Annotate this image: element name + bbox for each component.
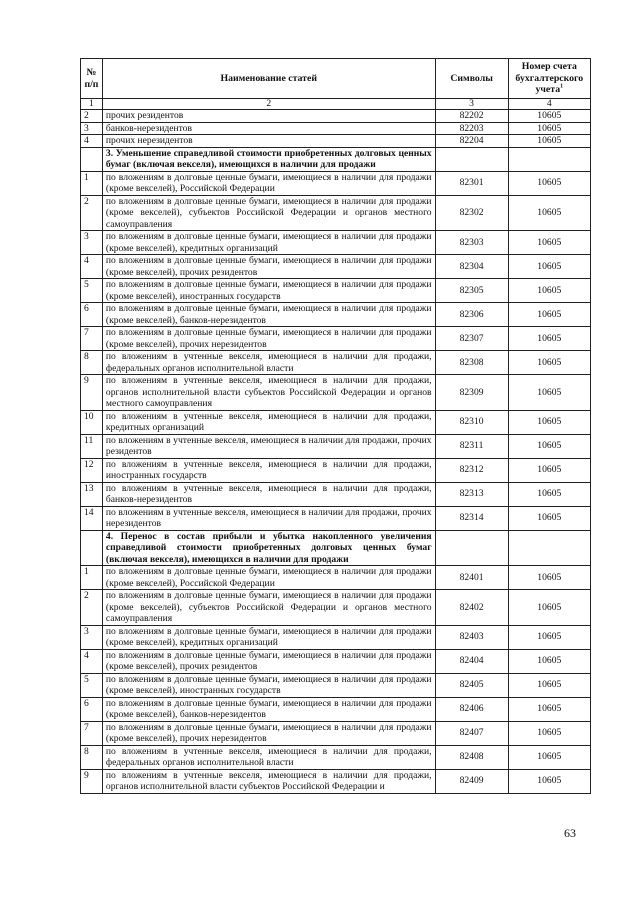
row-name: по вложениям в учтенные векселя, имеющиеся в наличии для продажи, федеральных органов исполнительной власти: [102, 351, 435, 375]
row-symbol: 82202: [435, 110, 508, 123]
row-symbol: 82310: [435, 410, 508, 434]
row-number: [81, 530, 103, 566]
row-number: 5: [81, 279, 103, 303]
table-row: [81, 303, 591, 327]
row-account: 10605: [508, 566, 590, 590]
table-row: [81, 410, 591, 434]
row-account: 10605: [508, 745, 590, 769]
row-account: 10605: [508, 625, 590, 649]
row-number: 12: [81, 458, 103, 482]
row-account: 10605: [508, 122, 590, 135]
table-row: [81, 482, 591, 506]
section-row: [81, 147, 591, 171]
row-number: 3: [81, 625, 103, 649]
row-symbol: [435, 530, 508, 566]
row-account: 10605: [508, 135, 590, 148]
row-number: 6: [81, 303, 103, 327]
row-account: 10605: [508, 255, 590, 279]
row-name: по вложениям в учтенные векселя, имеющиеся в наличии для продажи, органов исполнительной власти субъектов Российской Федерации и органов местного самоуправления: [102, 375, 435, 411]
row-symbol: 82304: [435, 255, 508, 279]
row-symbol: 82303: [435, 231, 508, 255]
row-number: 11: [81, 434, 103, 458]
table-row: [81, 327, 591, 351]
row-symbol: 82402: [435, 590, 508, 626]
table-row: [81, 566, 591, 590]
row-name: по вложениям в учтенные векселя, имеющиеся в наличии для продажи, федеральных органов исполнительной власти: [102, 745, 435, 769]
row-symbol: 82311: [435, 434, 508, 458]
row-symbol: 82307: [435, 327, 508, 351]
row-name: по вложениям в долговые ценные бумаги, имеющиеся в наличии для продажи (кроме векселей), Российской Федерации: [102, 171, 435, 195]
row-number: 3: [81, 122, 103, 135]
table-row: [81, 625, 591, 649]
row-name: прочих нерезидентов: [102, 135, 435, 148]
row-name: по вложениям в долговые ценные бумаги, имеющиеся в наличии для продажи (кроме векселей), банков-нерезидентов: [102, 303, 435, 327]
row-account: 10605: [508, 231, 590, 255]
table-row: [81, 649, 591, 673]
table-row: [81, 697, 591, 721]
row-account: 10605: [508, 195, 590, 231]
row-number: 14: [81, 506, 103, 530]
row-symbol: 82408: [435, 745, 508, 769]
table-row: [81, 110, 591, 123]
column-index: 4: [508, 99, 590, 110]
row-account: 10605: [508, 506, 590, 530]
header-name: Наименование статей: [102, 59, 435, 99]
row-number: 6: [81, 697, 103, 721]
row-symbol: 82305: [435, 279, 508, 303]
row-symbol: 82401: [435, 566, 508, 590]
column-index: 2: [102, 99, 435, 110]
row-symbol: 82406: [435, 697, 508, 721]
column-index-row: [81, 99, 591, 110]
row-symbol: 82309: [435, 375, 508, 411]
row-account: 10605: [508, 351, 590, 375]
row-number: 7: [81, 721, 103, 745]
row-account: 10605: [508, 110, 590, 123]
row-name: по вложениям в долговые ценные бумаги, имеющиеся в наличии для продажи (кроме векселей), субъектов Российской Федерации и органов местного самоуправления: [102, 195, 435, 231]
row-number: 4: [81, 649, 103, 673]
row-name: по вложениям в долговые ценные бумаги, имеющиеся в наличии для продажи (кроме векселей), кредитных организаций: [102, 231, 435, 255]
row-number: 1: [81, 171, 103, 195]
table-row: [81, 590, 591, 626]
table-row: [81, 351, 591, 375]
row-symbol: 82314: [435, 506, 508, 530]
row-name: по вложениям в учтенные векселя, имеющиеся в наличии для продажи, прочих нерезидентов: [102, 506, 435, 530]
row-account: 10605: [508, 303, 590, 327]
section-row: [81, 530, 591, 566]
row-symbol: 82301: [435, 171, 508, 195]
table-row: [81, 673, 591, 697]
row-name: по вложениям в долговые ценные бумаги, имеющиеся в наличии для продажи (кроме векселей), Российской Федерации: [102, 566, 435, 590]
table-body: [81, 99, 591, 794]
row-symbol: 82203: [435, 122, 508, 135]
row-number: 8: [81, 351, 103, 375]
row-account: [508, 530, 590, 566]
table-row: [81, 375, 591, 411]
header-account: [508, 59, 590, 99]
table-row: [81, 721, 591, 745]
row-symbol: 82312: [435, 458, 508, 482]
header-account-label: Номер счета бухгалтерского учета: [515, 61, 584, 96]
table-row: [81, 135, 591, 148]
row-symbol: 82407: [435, 721, 508, 745]
row-name: банков-нерезидентов: [102, 122, 435, 135]
column-index: 1: [81, 99, 103, 110]
row-account: 10605: [508, 171, 590, 195]
header-symbols: Символы: [435, 59, 508, 99]
table-row: [81, 122, 591, 135]
row-symbol: 82404: [435, 649, 508, 673]
row-name: по вложениям в долговые ценные бумаги, имеющиеся в наличии для продажи (кроме векселей), банков-нерезидентов: [102, 697, 435, 721]
row-number: 5: [81, 673, 103, 697]
row-number: 9: [81, 769, 103, 793]
row-account: 10605: [508, 434, 590, 458]
row-name: по вложениям в учтенные векселя, имеющиеся в наличии для продажи, банков-нерезидентов: [102, 482, 435, 506]
row-name: по вложениям в долговые ценные бумаги, имеющиеся в наличии для продажи (кроме векселей), кредитных организаций: [102, 625, 435, 649]
row-symbol: 82409: [435, 769, 508, 793]
row-number: 4: [81, 255, 103, 279]
row-number: 3: [81, 231, 103, 255]
table-row: [81, 458, 591, 482]
row-symbol: 82302: [435, 195, 508, 231]
table-row: [81, 171, 591, 195]
footnote-marker: 1: [560, 83, 564, 90]
accounts-table: [80, 58, 591, 794]
row-account: 10605: [508, 673, 590, 697]
row-account: 10605: [508, 458, 590, 482]
row-account: 10605: [508, 375, 590, 411]
table-row: [81, 434, 591, 458]
row-symbol: [435, 147, 508, 171]
table-row: [81, 255, 591, 279]
table-row: [81, 279, 591, 303]
table-row: [81, 769, 591, 793]
row-account: 10605: [508, 590, 590, 626]
table-header: [81, 59, 591, 99]
row-symbol: 82306: [435, 303, 508, 327]
row-number: 9: [81, 375, 103, 411]
row-number: 10: [81, 410, 103, 434]
row-name: по вложениям в учтенные векселя, имеющиеся в наличии для продажи, кредитных организаций: [102, 410, 435, 434]
table-row: [81, 231, 591, 255]
row-account: [508, 147, 590, 171]
row-account: 10605: [508, 279, 590, 303]
page-number: 63: [564, 826, 576, 840]
row-number: 7: [81, 327, 103, 351]
row-symbol: 82313: [435, 482, 508, 506]
row-account: 10605: [508, 482, 590, 506]
row-name: 3. Уменьшение справедливой стоимости приобретенных долговых ценных бумаг (включая векселя), имеющихся в наличии для продажи: [102, 147, 435, 171]
row-symbol: 82204: [435, 135, 508, 148]
row-number: 2: [81, 110, 103, 123]
table-row: [81, 195, 591, 231]
row-symbol: 82403: [435, 625, 508, 649]
row-name: по вложениям в учтенные векселя, имеющиеся в наличии для продажи, органов исполнительной власти субъектов Российской Федерации и: [102, 769, 435, 793]
row-name: прочих резидентов: [102, 110, 435, 123]
row-name: 4. Перенос в состав прибыли и убытка накопленного увеличения справедливой стоимости приобретенных долговых ценных бумаг (включая векселя), имеющихся в наличии для продажи: [102, 530, 435, 566]
row-account: 10605: [508, 649, 590, 673]
row-number: 2: [81, 590, 103, 626]
row-number: 1: [81, 566, 103, 590]
row-name: по вложениям в долговые ценные бумаги, имеющиеся в наличии для продажи (кроме векселей), прочих резидентов: [102, 649, 435, 673]
row-number: 8: [81, 745, 103, 769]
row-account: 10605: [508, 721, 590, 745]
row-number: 13: [81, 482, 103, 506]
row-name: по вложениям в учтенные векселя, имеющиеся в наличии для продажи, прочих резидентов: [102, 434, 435, 458]
row-number: 4: [81, 135, 103, 148]
row-number: 2: [81, 195, 103, 231]
row-account: 10605: [508, 410, 590, 434]
row-symbol: 82405: [435, 673, 508, 697]
row-account: 10605: [508, 327, 590, 351]
table-row: [81, 745, 591, 769]
table-row: [81, 506, 591, 530]
row-name: по вложениям в долговые ценные бумаги, имеющиеся в наличии для продажи (кроме векселей), прочих нерезидентов: [102, 327, 435, 351]
row-name: по вложениям в учтенные векселя, имеющиеся в наличии для продажи, иностранных государств: [102, 458, 435, 482]
row-symbol: 82308: [435, 351, 508, 375]
column-index: 3: [435, 99, 508, 110]
row-name: по вложениям в долговые ценные бумаги, имеющиеся в наличии для продажи (кроме векселей), прочих нерезидентов: [102, 721, 435, 745]
row-name: по вложениям в долговые ценные бумаги, имеющиеся в наличии для продажи (кроме векселей), иностранных государств: [102, 279, 435, 303]
row-name: по вложениям в долговые ценные бумаги, имеющиеся в наличии для продажи (кроме векселей), иностранных государств: [102, 673, 435, 697]
row-account: 10605: [508, 769, 590, 793]
row-account: 10605: [508, 697, 590, 721]
header-number: № п/п: [81, 59, 103, 99]
row-name: по вложениям в долговые ценные бумаги, имеющиеся в наличии для продажи (кроме векселей), прочих резидентов: [102, 255, 435, 279]
row-name: по вложениям в долговые ценные бумаги, имеющиеся в наличии для продажи (кроме векселей), субъектов Российской Федерации и органов местного самоуправления: [102, 590, 435, 626]
row-number: [81, 147, 103, 171]
